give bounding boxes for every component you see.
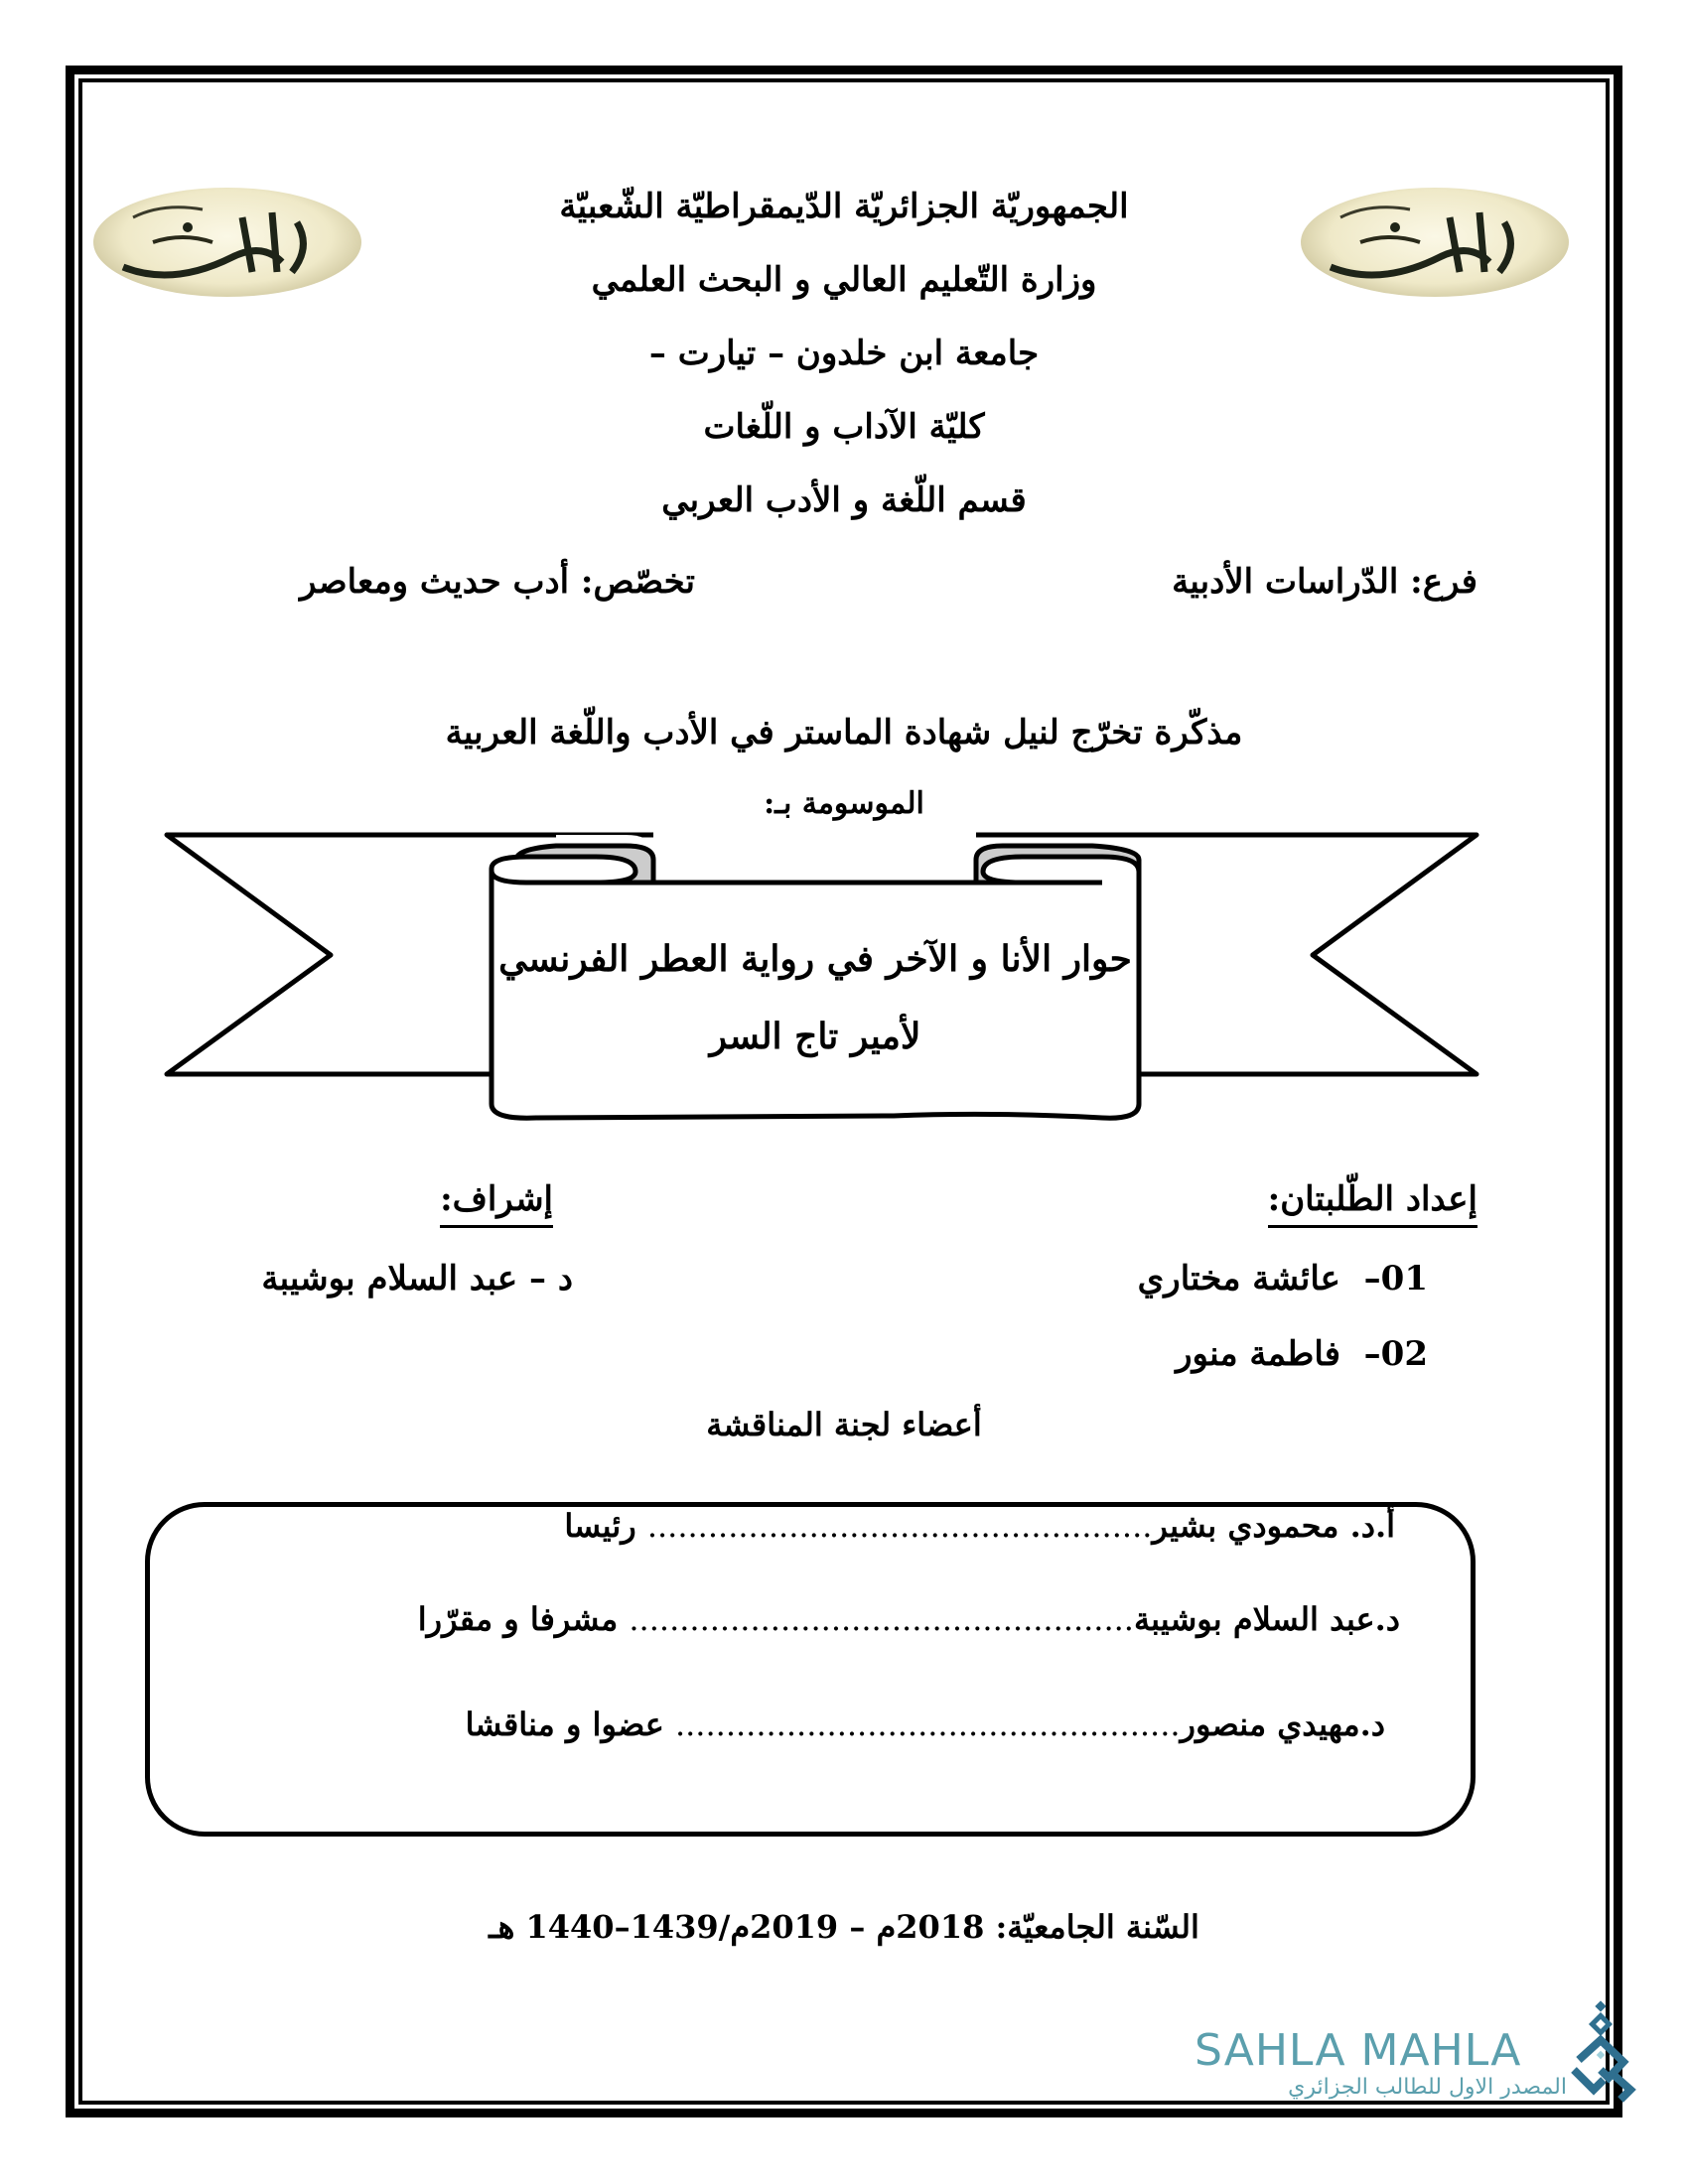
student-item [1176,1334,1428,1374]
dot-leader: .................................................. [646,1507,1153,1545]
member-name: د.مهيدي منصور [1180,1706,1385,1743]
thesis-purpose: مذكّرة تخرّج لنيل شهادة الماستر في الأدب واللّغة العربية [445,713,1243,752]
committee-member-row [466,1706,1385,1743]
students-heading: إعداد الطّلبتان: [1268,1179,1477,1228]
supervisor-name: د – عبد السلام بوشيبة [261,1259,573,1298]
student-item [1138,1259,1428,1298]
member-name: د.عبد السلام بوشيبة [1133,1600,1400,1638]
member-role: عضوا و مناقشا [465,1706,664,1743]
student-name: عائشة مختاري [1137,1259,1340,1298]
student-number: 02– [1363,1334,1428,1374]
watermark-brand: SAHLA MAHLA [1195,2025,1522,2076]
specialty-label: تخصّص: أدب حديث ومعاصر [300,562,695,602]
dot-leader: .................................................. [674,1706,1181,1743]
committee-box [145,1502,1476,1837]
watermark-logo-icon [1569,2000,1638,2105]
branch-label: فرع: الدّراسات الأدبية [1172,562,1477,602]
university-name: جامعة ابن خلدون – تيارت – [648,334,1040,373]
dot-leader: .................................................. [629,1600,1134,1638]
faculty-name: كليّة الآداب و اللّغات [703,407,985,447]
committee-member-row [418,1600,1400,1638]
member-name: أ.د. محمودي بشير [1152,1507,1395,1545]
committee-member-row [564,1507,1395,1545]
member-role: رئيسا [564,1507,636,1545]
student-number: 01– [1363,1259,1428,1298]
watermark-tagline: المصدر الاول للطالب الجزائري [1288,2075,1567,2100]
member-role: مشرفا و مقرّرا [417,1600,619,1638]
thesis-titled: الموسومة بـ: [764,786,924,821]
ministry-name: وزارة التّعليم العالي و البحث العلمي [591,260,1097,300]
committee-heading: أعضاء لجنة المناقشة [706,1406,982,1443]
student-name: فاطمة منور [1176,1334,1340,1374]
department-name: قسم اللّغة و الأدب العربي [661,480,1027,520]
thesis-title-line2: لأمير تاج السر [709,1016,921,1057]
supervisor-heading: إشراف: [440,1179,553,1228]
thesis-title-line1: حوار الأنا و الآخر في رواية العطر الفرنسي [498,938,1132,980]
republic-name: الجمهوريّة الجزائريّة الدّيمقراطيّة الشّعبيّة [559,187,1129,226]
academic-year: السّنة الجامعيّة: 2018م – 2019م/1439–1440 هـ [489,1908,1199,1946]
